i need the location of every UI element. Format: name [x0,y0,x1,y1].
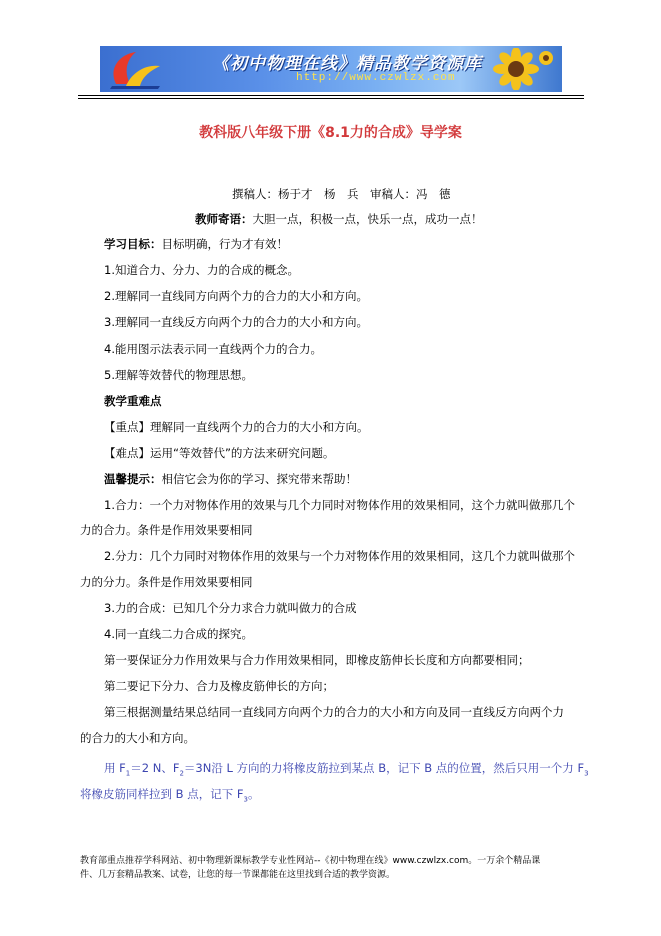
tips-heading [104,471,357,487]
tips-text: 相信它会为你的学习、探究带来帮助！ [161,472,357,486]
goal-item: 2.理解同一直线同方向两个力的合力的大小和方向。 [104,289,368,303]
goals-label: 学习目标： [104,237,162,251]
banner-url: http://www.czwlzx.com [296,72,456,84]
experiment-text: 将橡皮筋同样拉到 B 点，记下 F [80,787,244,801]
paragraph-resultant-force: 1.合力：一个力对物体作用的效果与几个力同时对物体作用的效果相同，这个力就叫做那几个 [104,498,575,512]
experiment-line-2 [80,786,259,807]
keypoints-heading: 教学重难点 [104,394,162,408]
experiment-subscript: 3 [584,769,589,778]
paragraph-exploration: 4.同一直线二力合成的探究。 [104,627,253,641]
experiment-subscript: 3 [243,795,248,804]
paragraph-step-two: 第二要记下分力、合力及橡皮筋伸长的方向； [104,679,334,693]
experiment-text: ＝3N沿 L 方向的力将橡皮筋拉到某点 B，记下 B 点的位置，然后只用一个力 F [183,761,585,775]
header-rule-top [78,95,584,96]
goal-item: 3.理解同一直线反方向两个力的合力的大小和方向。 [104,315,368,329]
footer-line-1: 教育部重点推荐学科网站、初中物理新课标教学专业性网站--《初中物理在线》www.czwlzx.com。一万余个精品课 [80,856,541,866]
footer-line-2: 件、几万套精品教案、试卷，让您的每一节课都能在这里找到合适的教学资源。 [80,870,396,880]
paragraph-force-composition: 3.力的合成：已知几个分力求合力就叫做力的合成 [104,601,357,615]
experiment-subscript: 1 [125,769,131,778]
teacher-message-text: 大胆一点，积极一点，快乐一点，成功一点！ [252,212,483,226]
sunflower-icon [488,48,558,90]
header-banner [100,46,562,92]
paragraph-resultant-force-cont: 力的合力。条件是作用效果要相同 [80,523,253,537]
goals-text: 目标明确，行为才有效！ [161,237,288,251]
tips-label: 温馨提示： [104,472,162,486]
goal-item: 4.能用图示法表示同一直线两个力的合力。 [104,342,322,356]
document-title: 教科版八年级下册《8.1力的合成》导学案 [199,125,462,141]
banner-title: 《初中物理在线》精品教学资源库 [212,54,482,74]
goal-item: 5.理解等效替代的物理思想。 [104,368,253,382]
authors-line: 撰稿人：杨于才 杨 兵 审稿人：冯 德 [232,187,451,201]
experiment-line-1 [104,760,589,781]
paragraph-step-three: 第三根据测量结果总结同一直线同方向两个力的合力的大小和方向及同一直线反方向两个力 [104,705,564,719]
header-rule-bottom [78,98,584,99]
learning-goals-heading [104,236,288,252]
paragraph-component-force-cont: 力的分力。条件是作用效果要相同 [80,575,253,589]
experiment-text: 。 [247,787,260,801]
experiment-text: ＝2 N、F [130,761,180,775]
paragraph-step-one: 第一要保证分力作用效果与合力作用效果相同，即橡皮筋伸长长度和方向都要相同； [104,653,530,667]
goal-item: 1.知道合力、分力、力的合成的概念。 [104,263,299,277]
experiment-subscript: 2 [179,769,184,778]
logo-icon [102,48,166,90]
keypoint-difficulty: 【难点】运用“等效替代”的方法来研究问题。 [104,446,335,460]
teacher-message-label: 教师寄语： [195,212,253,226]
teacher-message [195,211,483,227]
paragraph-component-force: 2.分力：几个力同时对物体作用的效果与一个力对物体作用的效果相同，这几个力就叫做那个 [104,549,575,563]
keypoint-focus: 【重点】理解同一直线两个力的合力的大小和方向。 [104,420,369,434]
paragraph-step-three-cont: 的合力的大小和方向。 [80,731,195,745]
experiment-text: 用 F [104,761,126,775]
